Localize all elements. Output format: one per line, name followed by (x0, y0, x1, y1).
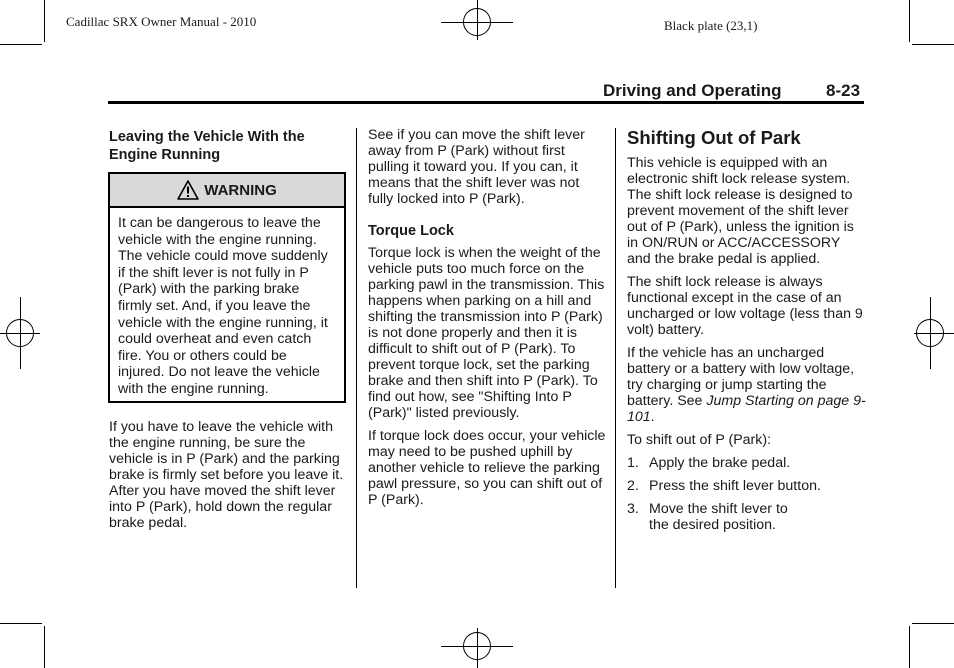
paragraph-torque-lock-occurs: If torque lock does occur, your vehicle may need to be pushed uphill by another vehicle to relieve the parking pawl pressure, so you can shift out of P (Park). (368, 428, 606, 508)
crop-mark-top-right-h (912, 44, 954, 45)
column-1-body (109, 419, 345, 538)
uncharged-battery-end: . (650, 409, 655, 425)
steps-list (627, 455, 867, 533)
column-1 (109, 128, 345, 164)
header-rule (108, 101, 864, 104)
section-heading-shifting-out-of-park: Shifting Out of Park (627, 127, 801, 148)
warning-label: WARNING (204, 181, 277, 199)
column-3 (627, 127, 867, 540)
step-number: 1. (627, 455, 639, 471)
paragraph-shift-lock-system: This vehicle is equipped with an electronic shift lock release system. The shift lock release is designed to prevent movement of the shift lever out of P (Park), unless the ignition is in ON/RUN or ACC/ACCESSORY and the brake pedal is applied. (627, 155, 854, 267)
crop-mark-top-right-v (909, 0, 910, 42)
section-heading-torque-lock: Torque Lock (368, 223, 454, 239)
section-header-title: Driving and Operating (603, 81, 782, 100)
paragraph-uncharged-battery (627, 345, 867, 425)
crop-mark-bottom-left-h (0, 623, 42, 624)
crop-mark-bottom-right-h (912, 623, 954, 624)
uncharged-battery-text: If the vehicle has an uncharged battery or a battery with low voltage, try charging or jump starting the battery. See (627, 345, 855, 409)
column-2 (368, 127, 606, 515)
page-number: 8-23 (826, 81, 861, 100)
paragraph-torque-lock: Torque lock is when the weight of the vehicle puts too much force on the parking pawl in the transmission. This happens when parking on a hill and shifting the transmission into P (Park) is not done properly and then it is difficult to shift out of P (Park). To prevent torque lock, set the parking brake and then shift into P (Park). To find out how, see "Shifting Into P (Park)" listed previously. (368, 245, 605, 421)
warning-box (108, 172, 346, 403)
warning-text: It can be dangerous to leave the vehicle with the engine running. The vehicle could move suddenly if the shift lever is not fully in P (Park) with the parking brake firmly set. And, if you leave the vehicle with the engine running, it could overheat and even catch fire. You or others could be injured. Do not leave the vehicle with the engine running. (118, 215, 328, 397)
crop-mark-bottom-right-v (909, 626, 910, 668)
crop-mark-top-left-v (44, 0, 45, 42)
crop-mark-bottom-left-v (44, 626, 45, 668)
step-text: Apply the brake pedal. (649, 455, 791, 471)
list-item (627, 478, 867, 494)
column-separator-1 (356, 128, 357, 588)
warning-triangle-icon (177, 180, 199, 200)
paragraph-shift-lock-functional: The shift lock release is always functional except in the case of an uncharged or low voltage (less than 9 volt) battery. (627, 274, 863, 338)
column-separator-2 (615, 128, 616, 588)
list-item (627, 501, 867, 533)
step-text: Press the shift lever button. (649, 478, 821, 494)
paragraph-shift-lever-check: See if you can move the shift lever away from P (Park) without first pulling it toward you. If you can, it means that the shift lever was not fully locked into P (Park). (368, 127, 585, 207)
step-number: 2. (627, 478, 639, 494)
section-heading-leaving-vehicle: Leaving the Vehicle With the Engine Running (109, 129, 305, 163)
running-head-left: Cadillac SRX Owner Manual - 2010 (66, 14, 257, 29)
paragraph-leave-vehicle-running: If you have to leave the vehicle with the engine running, be sure the vehicle is in P (Park) and the parking brake is firmly set before you leave it. After you have moved the shift lever into P (Park), hold down the regular brake pedal. (109, 419, 344, 531)
running-head-right: Black plate (23,1) (664, 18, 758, 33)
step-number: 3. (627, 501, 639, 517)
crop-mark-top-left-h (0, 44, 42, 45)
warning-header (110, 174, 344, 208)
list-item (627, 455, 867, 471)
step-text: Move the shift lever to the desired position. (649, 501, 788, 533)
jump-starting-reference-link[interactable]: Jump Starting on page 9-101 (627, 393, 866, 425)
steps-intro: To shift out of P (Park): (627, 432, 772, 448)
